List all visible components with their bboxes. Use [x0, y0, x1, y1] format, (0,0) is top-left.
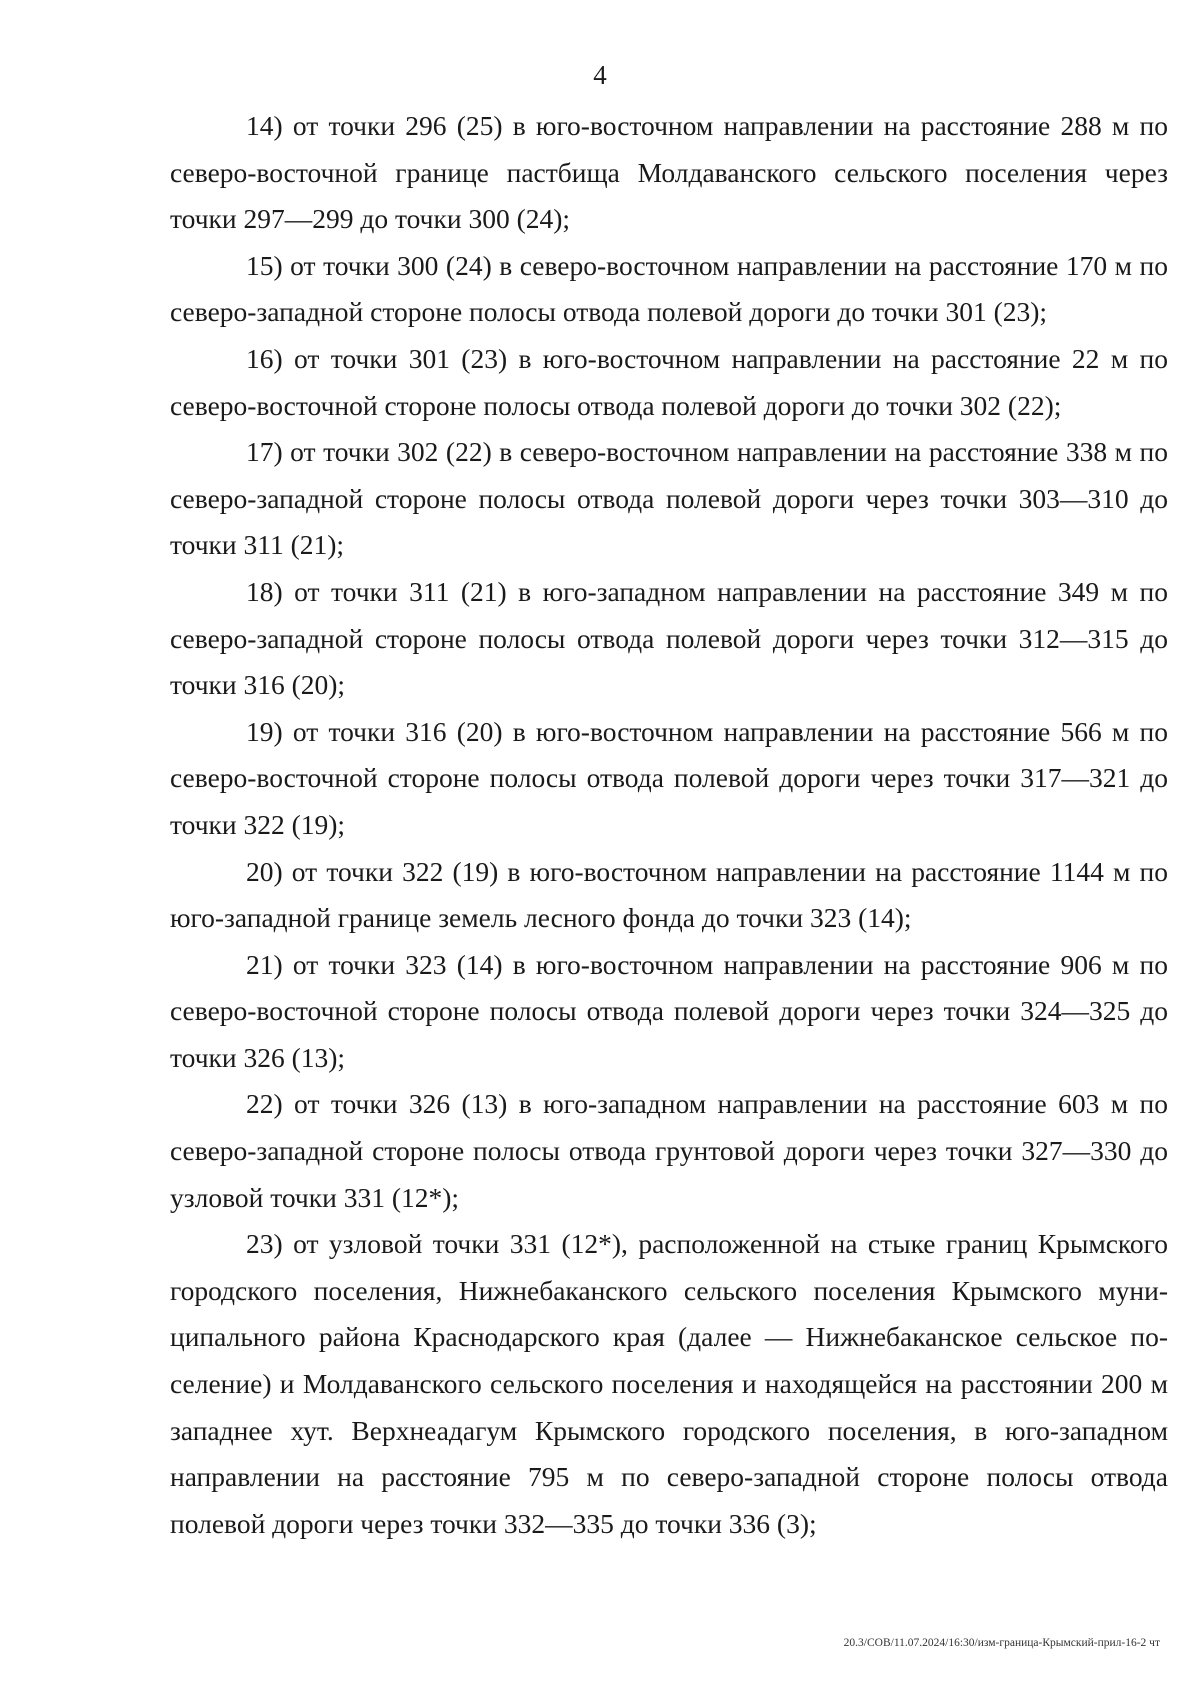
- paragraph-20: 20) от точки 322 (19) в юго-восточном направлении на расстояние 1144 м по юго-западной границе земель лесного фонда до точки 323 (14);: [170, 855, 1168, 934]
- paragraph-17: 17) от точки 302 (22) в северо-восточном направлении на расстояние 338 м по северо-западной стороне полосы отвода полевой дороги через точки 303—310 до точки 311 (21);: [170, 436, 1168, 561]
- document-body: [170, 103, 1168, 1547]
- paragraph-15: 15) от точки 300 (24) в северо-восточном направлении на расстояние 170 м по северо-западной стороне полосы отвода полевой дороги до точки 301 (23);: [170, 249, 1168, 328]
- paragraph-23: 23) от узловой точки 331 (12*), расположенной на стыке границ Крымского городского поселения, Нижнебаканского сельского поселения Крымского муниципального района Краснодарского края (далее — Нижнебаканское сельское поселение) и Молдаванского сельского поселения и находящейся на расстоянии 200 м западнее хут. Верхнеадагум Крымского городского поселения, в юго-западном направлении на расстояние 795 м по северо-западной стороне полосы отвода полевой дороги через точки 332—335 до точки 336 (3);: [170, 1228, 1168, 1539]
- document-footer-code: 20.3/СОВ/11.07.2024/16:30/изм-граница-Крымский-прил-16-2 чт: [843, 1637, 1160, 1649]
- paragraph-22: 22) от точки 326 (13) в юго-западном направлении на расстояние 603 м по северо-западной стороне полосы отвода грунтовой дороги через точки 327—330 до узловой точки 331 (12*);: [170, 1088, 1168, 1213]
- page-number: 4: [593, 60, 607, 90]
- paragraph-19: 19) от точки 316 (20) в юго-восточном направлении на расстояние 566 м по северо-восточной стороне полосы отвода полевой дороги через точки 317—321 до точки 322 (19);: [170, 715, 1168, 840]
- paragraph-18: 18) от точки 311 (21) в юго-западном направлении на расстояние 349 м по северо-западной стороне полосы отвода полевой дороги через точки 312—315 до точки 316 (20);: [170, 575, 1168, 701]
- paragraph-16: 16) от точки 301 (23) в юго-восточном направлении на расстояние 22 м по северо-восточной стороне полосы отвода полевой дороги до точки 302 (22);: [170, 342, 1168, 421]
- paragraph-14: 14) от точки 296 (25) в юго-восточном направлении на расстояние 288 м по северо-восточной границе пастбища Молдаванского сельского поселения через точки 297—299 до точки 300 (24);: [170, 110, 1168, 235]
- paragraph-21: 21) от точки 323 (14) в юго-восточном направлении на расстояние 906 м по северо-восточной стороне полосы отвода полевой дороги через точки 324—325 до точки 326 (13);: [170, 948, 1168, 1073]
